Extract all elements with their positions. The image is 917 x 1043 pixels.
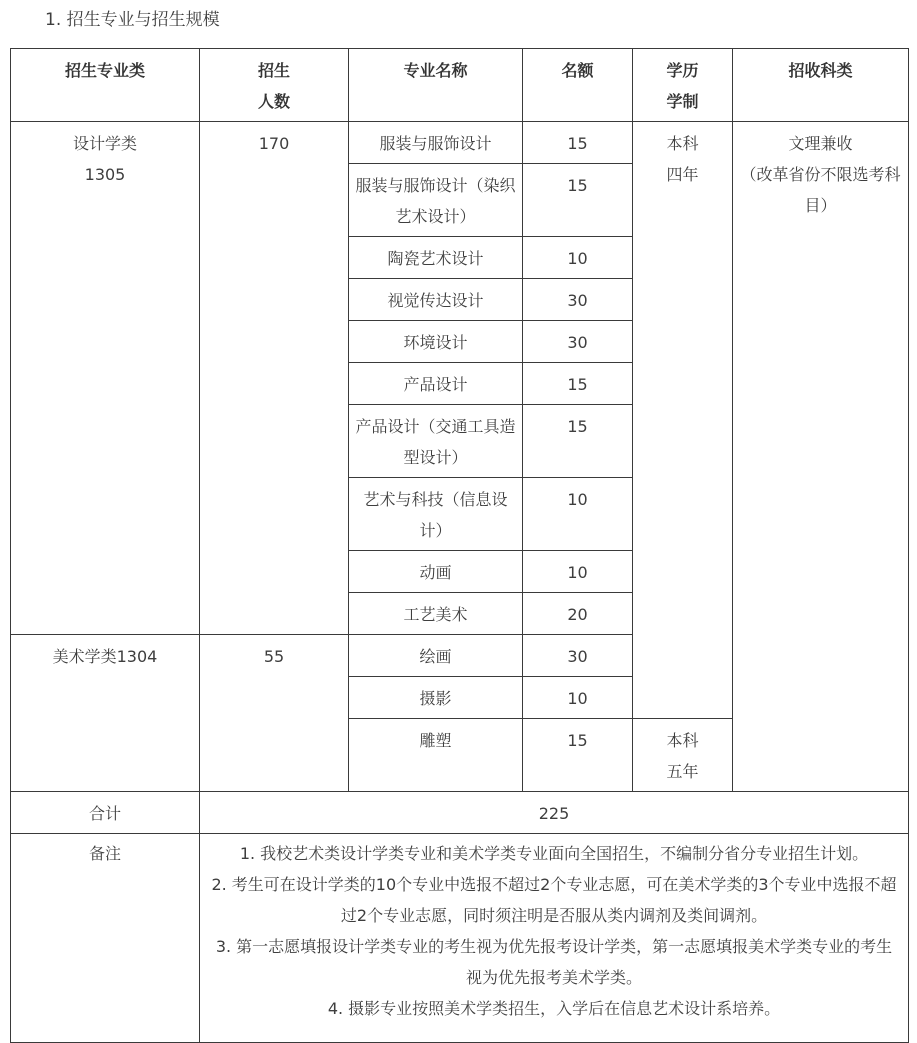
major-name: 摄影 [349, 677, 523, 719]
quota-fine-arts: 55 [200, 635, 349, 792]
major-name: 雕塑 [349, 719, 523, 792]
remarks-label: 备注 [11, 834, 200, 1043]
major-places: 30 [523, 321, 633, 363]
major-places: 30 [523, 635, 633, 677]
category-design: 设计学类 1305 [11, 122, 200, 635]
major-places: 15 [523, 164, 633, 237]
major-places: 30 [523, 279, 633, 321]
remarks-row [11, 834, 909, 1043]
major-places: 20 [523, 593, 633, 635]
remark-item: 4. 摄影专业按照美术学类招生，入学后在信息艺术设计系培养。 [327, 999, 781, 1018]
major-places: 10 [523, 237, 633, 279]
major-places: 10 [523, 677, 633, 719]
major-name: 绘画 [349, 635, 523, 677]
major-name: 服装与服饰设计（染织艺术设计） [349, 164, 523, 237]
total-row [11, 792, 909, 834]
header-subjects: 招收科类 [733, 49, 909, 122]
major-name: 产品设计 [349, 363, 523, 405]
major-name: 视觉传达设计 [349, 279, 523, 321]
major-name: 陶瓷艺术设计 [349, 237, 523, 279]
major-name: 动画 [349, 551, 523, 593]
duration-four-years: 本科 四年 [633, 122, 733, 719]
major-places: 15 [523, 363, 633, 405]
major-places: 15 [523, 122, 633, 164]
major-name: 环境设计 [349, 321, 523, 363]
header-places: 名额 [523, 49, 633, 122]
header-quota: 招生 人数 [200, 49, 349, 122]
quota-design: 170 [200, 122, 349, 635]
remark-item: 2. 考生可在设计学类的10个专业中选报不超过2个专业志愿，可在美术学类的3个专业中选报不超过2个专业志愿，同时须注明是否服从类内调剂及类间调剂。 [211, 875, 897, 925]
category-fine-arts: 美术学类1304 [11, 635, 200, 792]
header-major-name: 专业名称 [349, 49, 523, 122]
table-header-row [11, 49, 909, 122]
section-title: 1. 招生专业与招生规模 [45, 10, 220, 30]
total-label: 合计 [11, 792, 200, 834]
major-places: 15 [523, 719, 633, 792]
major-name: 艺术与科技（信息设计） [349, 478, 523, 551]
subjects-cell: 文理兼收 （改革省份不限选考科目） [733, 122, 909, 792]
major-name: 产品设计（交通工具造型设计） [349, 405, 523, 478]
duration-five-years: 本科 五年 [633, 719, 733, 792]
major-places: 15 [523, 405, 633, 478]
major-name: 服装与服饰设计 [349, 122, 523, 164]
major-places: 10 [523, 478, 633, 551]
major-places: 10 [523, 551, 633, 593]
major-name: 工艺美术 [349, 593, 523, 635]
total-value: 225 [200, 792, 909, 834]
admissions-table [10, 48, 909, 1043]
table-row [11, 122, 909, 164]
remarks-content [200, 834, 909, 1043]
remark-item: 3. 第一志愿填报设计学类专业的考生视为优先报考设计学类，第一志愿填报美术学类专业的考生视为优先报考美术学类。 [215, 937, 893, 987]
header-category: 招生专业类 [11, 49, 200, 122]
header-duration: 学历 学制 [633, 49, 733, 122]
remark-item: 1. 我校艺术类设计学类专业和美术学类专业面向全国招生，不编制分省分专业招生计划。 [239, 844, 869, 863]
